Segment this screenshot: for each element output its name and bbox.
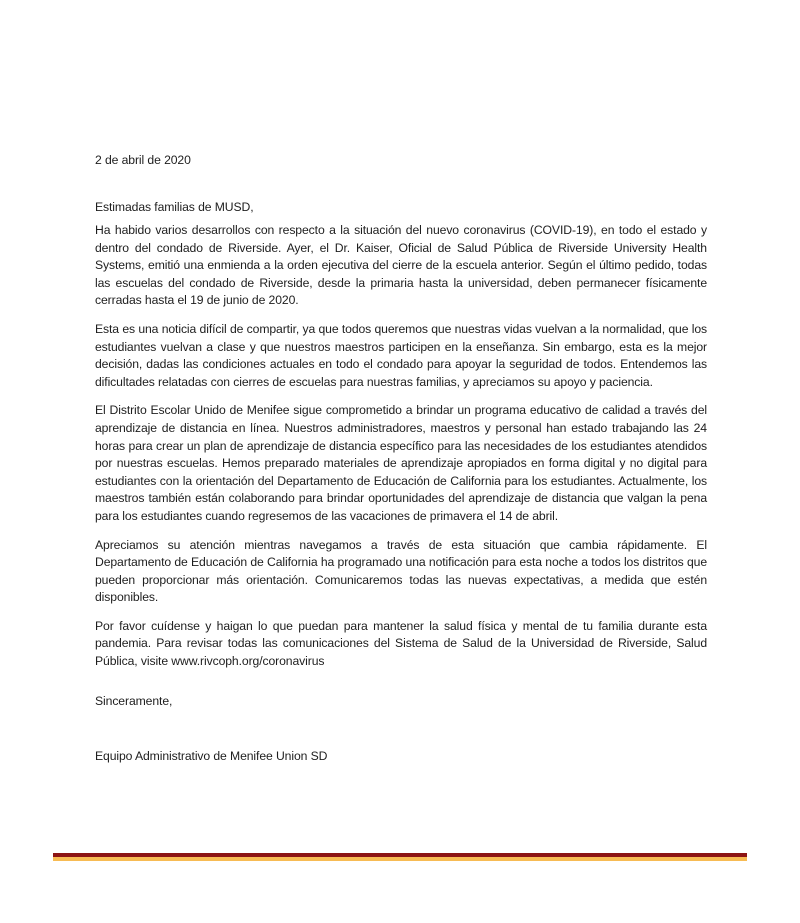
letter-salutation: Estimadas familias de MUSD, bbox=[95, 200, 254, 214]
paragraph-difficult-news: Esta es una noticia difícil de compartir, ya que todos queremos que nuestras vidas vuelvan a la normalidad, que los estudiantes vuelvan a clase y que nuestros maestros participen en la enseñanza. Sin embargo, esta es la mejor decisión, dadas las condiciones actuales en todo el condado para apoyar la seguridad de todos. Entendemos las dificultades relatadas con cierres de escuelas para nuestras familias, y apreciamos su apoyo y paciencia. bbox=[95, 321, 707, 389]
letter-signature: Equipo Administrativo de Menifee Union SD bbox=[95, 749, 328, 763]
footer-stripe-gold bbox=[53, 857, 747, 861]
letter-closing: Sinceramente, bbox=[95, 694, 173, 708]
paragraph-appreciation: Apreciamos su atención mientras navegamos a través de esta situación que cambia rápidamente. El Departamento de Educación de California ha programado una notificación para esta noche a todos los distritos que pueden proporcionar más orientación. Comunicaremos todas las nuevas expectativas, a medida que estén disponibles. bbox=[95, 537, 707, 605]
paragraph-school-closure: Ha habido varios desarrollos con respecto a la situación del nuevo coronavirus (COVID-19), en todo el estado y dentro del condado de Riverside. Ayer, el Dr. Kaiser, Oficial de Salud Pública de Riverside University Health Systems, emitió una enmienda a la orden ejecutiva del cierre de la escuela anterior. Según el último pedido, todas las escuelas del condado de Riverside, desde la primaria hasta la universidad, deben permanecer físicamente cerradas hasta el 19 de junio de 2020. bbox=[95, 223, 707, 308]
letter-date: 2 de abril de 2020 bbox=[95, 153, 191, 167]
paragraph-health-resources: Por favor cuídense y haigan lo que puedan para mantener la salud física y mental de tu familia durante esta pandemia. Para revisar todas las comunicaciones del Sistema de Salud de la Universidad de Riverside, Salud Pública, visite www.rivcoph.org/coronavirus bbox=[95, 618, 707, 669]
letter-body bbox=[95, 222, 707, 682]
paragraph-distance-learning: El Distrito Escolar Unido de Menifee sigue comprometido a brindar un programa educativo de calidad a través del aprendizaje de distancia en línea. Nuestros administradores, maestros y personal han estado trabajando las 24 horas para crear un plan de aprendizaje de distancia específico para las necesidades de los estudiantes atendidos por nuestras escuelas. Hemos preparado materiales de aprendizaje apropiados en forma digital y no digital para estudiantes con la orientación del Departamento de Educación de California para los estudiantes. Actualmente, los maestros también están colaborando para brindar oportunidades del aprendizaje de distancia que valgan la pena para los estudiantes cuando regresemos de las vacaciones de primavera el 14 de abril. bbox=[95, 403, 707, 523]
footer-divider-bar bbox=[53, 853, 747, 861]
